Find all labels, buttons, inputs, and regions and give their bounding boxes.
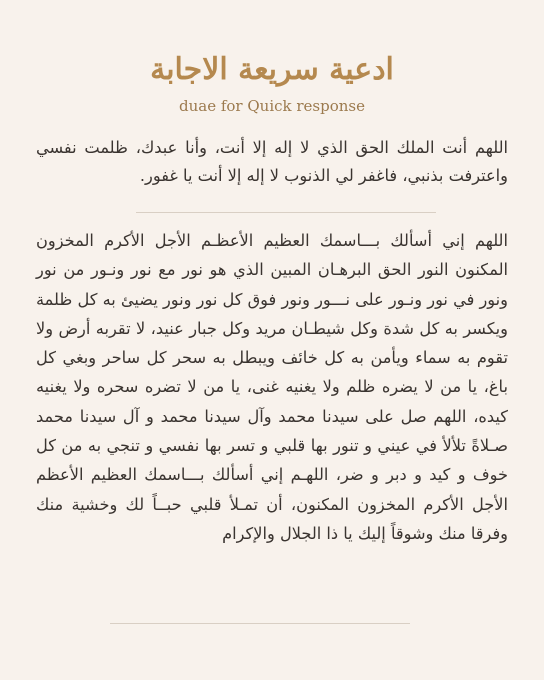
page-title: ادعية سريعة الاجابة [150, 52, 394, 87]
page-subtitle: duae for Quick response [179, 97, 365, 115]
dua-paragraph-1: اللهم أنت الملك الحق الذي لا إله إلا أنت، وأنا عبدك، ظلمت نفسي واعترفت بذنبي، فاغفر لي الذنوب لا إله إلا أنت يا غفور. [36, 138, 508, 185]
dua-paragraph-2: اللهم إني أسألك بـــاسمك العظيم الأعظـم الأجل الأكرم المخزون المكنون النور الحق البرهـان المبين الذي هو نور مع نور ونـور من نور ونور في نور ونـور على نـــور ونور فوق كل نور ونور يضيئ به كل ظلمة ويكسر به كل شدة وكل شيطـان مريد وكل جبار عنيد، لا تقربه أرض ولا تقوم به سماء ويأمن به كل خائف ويبطل به سحر كل ساحر وبغي كل باغ، يا من لا يضره ظلم ولا يغنيه غنى، يا من لا تضره سحره ولا يغنيه كيده، اللهم صل على سيدنا محمد وآل سيدنا محمد و آل سيدنا محمد صـلاةً تلألأ في عيني و تنور بها قلبي و تسر بها نفسي و تنجي به من كل خوف و كيد و دبر و ضر، اللهـم إني أسألك بـــاسمك العظيم الأعظم الأجل الأكرم المخزون المكنون، أن تمـلأ قلبي حبــاً لك وخشية منك وفرقا منك وشوقاً إليك يا ذا الجلال والإكرام [36, 231, 508, 543]
divider-top [136, 212, 436, 213]
divider-bottom [110, 623, 410, 624]
